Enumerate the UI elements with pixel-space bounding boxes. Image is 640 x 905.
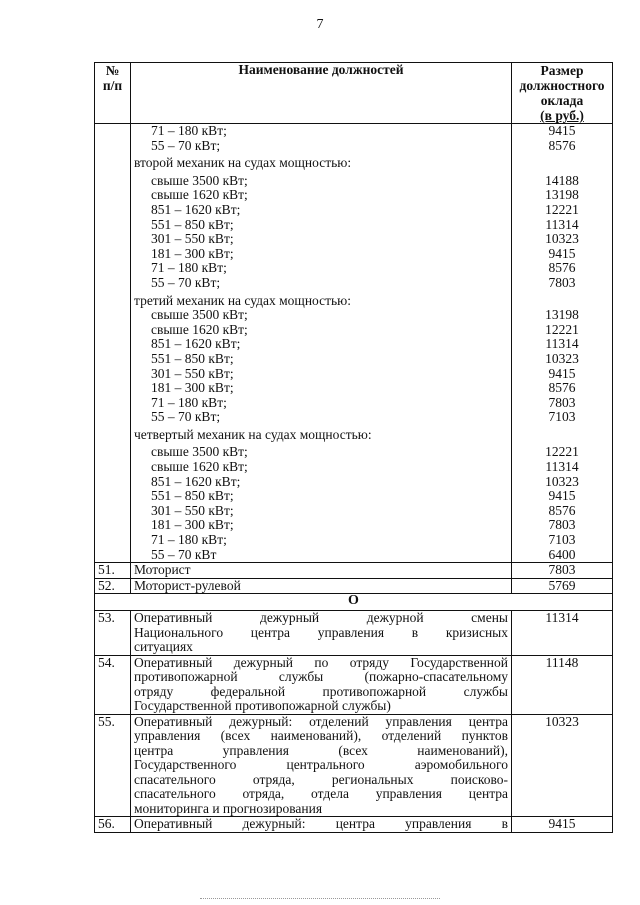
header-number-line: № — [105, 63, 120, 78]
row-number: 54. — [95, 655, 131, 714]
power-range-line: свыше 1620 кВт; — [151, 321, 248, 337]
salary-value: 8576 — [548, 502, 576, 518]
salary-value: 10323 — [545, 231, 579, 247]
row-number: 55. — [95, 714, 131, 817]
salary-value: 11148 — [512, 655, 613, 714]
position-name-line: Национального центра управления в кризисных — [134, 624, 508, 640]
position-name-line: Оперативный дежурный: отделений управления центра — [134, 713, 508, 729]
position-category-line: четвертый механик на судах мощностью: — [134, 426, 372, 442]
table-row — [95, 578, 613, 594]
position-name — [131, 714, 512, 817]
power-range-line: 71 – 180 кВт; — [151, 123, 227, 138]
header-salary-line: Размер — [540, 63, 584, 78]
salary-value: 11314 — [545, 459, 579, 475]
header-salary-line: оклада — [540, 93, 584, 108]
position-name — [131, 611, 512, 656]
header-salary-line: (в руб.) — [540, 108, 584, 123]
power-range-line: 551 – 850 кВт; — [151, 350, 234, 366]
position-name-line: Государственной противопожарной службы) — [134, 698, 391, 714]
power-range-line: 301 – 550 кВт; — [151, 365, 234, 381]
row-number: 51. — [95, 563, 131, 579]
position-name-line: спасательного отряда, отдела управления центра — [134, 786, 508, 802]
power-range-line: свыше 1620 кВт; — [151, 187, 248, 203]
position-name-line: Оперативный дежурный по отряду Государственной — [134, 654, 508, 670]
power-range-line: 181 – 300 кВт; — [151, 380, 234, 396]
salary-value — [515, 428, 609, 443]
header-position-name: Наименование должностей — [131, 63, 512, 124]
position-name — [131, 655, 512, 714]
power-range-line: 851 – 1620 кВт; — [151, 473, 241, 489]
section-row — [95, 594, 613, 611]
salary-value: 7803 — [548, 394, 576, 410]
salary-value: 7103 — [548, 532, 576, 548]
header-number — [95, 63, 131, 124]
power-range-line: 181 – 300 кВт; — [151, 245, 234, 261]
table-header-row — [95, 63, 613, 124]
salary-table — [94, 62, 613, 833]
section-letter: О — [95, 594, 613, 611]
power-range-line: 551 – 850 кВт; — [151, 488, 234, 504]
salary-value: 9415 — [548, 245, 576, 261]
position-name-line: мониторинга и прогнозирования — [134, 800, 323, 816]
salary-value: 7103 — [548, 409, 576, 425]
position-name-line: противопожарной службы (пожарно-спасательному — [134, 669, 508, 685]
salary-value: 11314 — [545, 336, 579, 352]
continuation-names — [131, 124, 512, 563]
power-range-line: 181 – 300 кВт; — [151, 517, 234, 533]
power-range-line: свыше 3500 кВт; — [151, 172, 248, 188]
salary-value: 8576 — [548, 380, 576, 396]
salary-value: 8576 — [548, 137, 576, 153]
continuation-row — [95, 124, 613, 563]
power-range-line: 301 – 550 кВт; — [151, 231, 234, 247]
row-number: 53. — [95, 611, 131, 656]
salary-value: 9415 — [548, 365, 576, 381]
page-number: 7 — [316, 17, 324, 32]
salary-value: 11314 — [512, 611, 613, 656]
salary-value — [515, 294, 609, 309]
header-salary — [512, 63, 613, 124]
power-range-line: 55 – 70 кВт; — [151, 274, 221, 290]
power-range-line: 55 – 70 кВт; — [151, 409, 221, 425]
salary-value: 7803 — [548, 517, 576, 533]
salary-value: 14188 — [545, 172, 579, 188]
salary-value: 6400 — [548, 546, 576, 562]
power-range-line: 851 – 1620 кВт; — [151, 336, 241, 352]
salary-value: 10323 — [545, 350, 579, 366]
position-name-line: Оперативный дежурный дежурной смены — [134, 610, 508, 626]
power-range-line: 551 – 850 кВт; — [151, 216, 234, 232]
position-name-line: Моторист-рулевой — [134, 577, 241, 593]
power-range-line: 71 – 180 кВт; — [151, 260, 227, 276]
position-name-line: центра управления (всех наименований), — [134, 742, 508, 758]
table-row — [95, 714, 613, 817]
position-name-line: ситуациях — [134, 639, 193, 655]
power-range-line: 55 – 70 кВт; — [151, 137, 221, 153]
position-name — [131, 563, 512, 579]
position-category-line: третий механик на судах мощностью: — [134, 292, 352, 308]
table-row — [95, 817, 613, 833]
table-row — [95, 563, 613, 579]
position-name — [131, 578, 512, 594]
salary-value: 5769 — [512, 578, 613, 594]
salary-value: 13198 — [545, 187, 579, 203]
salary-value: 12221 — [545, 321, 579, 337]
salary-value: 9415 — [548, 123, 576, 138]
continuation-values — [512, 124, 613, 563]
table-row — [95, 655, 613, 714]
power-range-line: свыше 1620 кВт; — [151, 459, 248, 475]
power-range-line: 301 – 550 кВт; — [151, 502, 234, 518]
position-name-line: Моторист — [134, 562, 191, 578]
position-name — [131, 817, 512, 833]
salary-value: 7803 — [548, 274, 576, 290]
salary-value: 11314 — [545, 216, 579, 232]
page-edge-dotted-line — [200, 898, 440, 899]
salary-value: 10323 — [545, 473, 579, 489]
position-name-line: управления (всех наименований), отделений пунктов — [134, 728, 508, 744]
header-salary-line: должностного — [519, 78, 605, 93]
position-name-line: Оперативный дежурный: центра управления в — [134, 816, 508, 832]
salary-value: 12221 — [545, 201, 579, 217]
row-number: 52. — [95, 578, 131, 594]
salary-value: 8576 — [548, 260, 576, 276]
header-number-line: п/п — [102, 78, 123, 93]
position-category-line: второй механик на судах мощностью: — [134, 155, 352, 171]
position-name-line: спасательного отряда, региональных поисково- — [134, 771, 508, 787]
salary-value: 9415 — [548, 488, 576, 504]
salary-value: 10323 — [512, 714, 613, 817]
power-range-line: свыше 3500 кВт; — [151, 307, 248, 323]
power-range-line: свыше 3500 кВт; — [151, 444, 248, 460]
table-row — [95, 611, 613, 656]
power-range-line: 851 – 1620 кВт; — [151, 201, 241, 217]
position-name-line: Государственного центрального аэромобильного — [134, 757, 508, 773]
row-number: 56. — [95, 817, 131, 833]
power-range-line: 71 – 180 кВт; — [151, 394, 227, 410]
power-range-line: 71 – 180 кВт; — [151, 532, 227, 548]
salary-value: 9415 — [512, 817, 613, 833]
salary-value: 12221 — [545, 444, 579, 460]
salary-value: 13198 — [545, 307, 579, 323]
salary-value — [515, 156, 609, 171]
position-name-line: отряду федеральной противопожарной службы — [134, 683, 508, 699]
salary-value: 7803 — [512, 563, 613, 579]
row-number-empty — [95, 124, 131, 563]
power-range-line: 55 – 70 кВт — [151, 546, 217, 562]
